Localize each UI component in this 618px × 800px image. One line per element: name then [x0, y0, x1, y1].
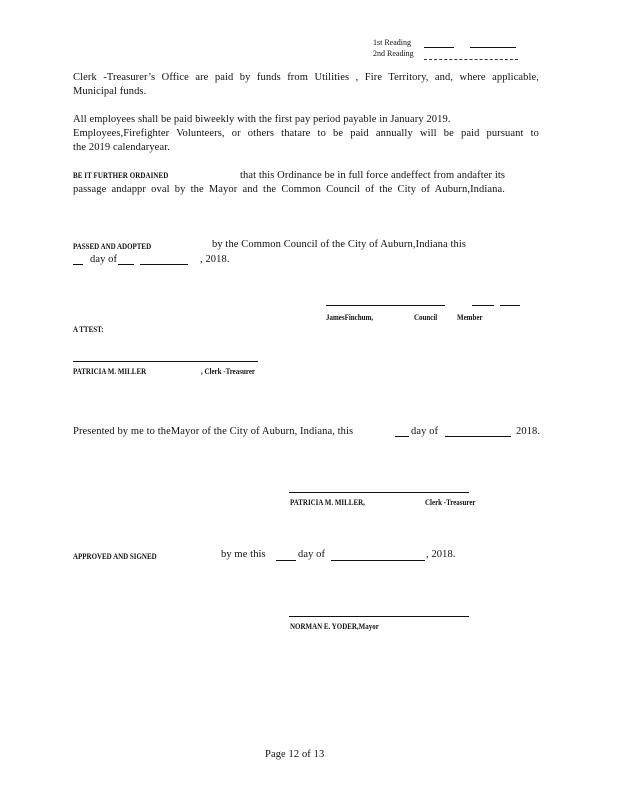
mayor-signer-name: NORMAN E. YODER,Mayor: [290, 621, 379, 631]
ordained-text-2: passage andappr oval by the Mayor and the Common Council of the City of Auburn,Indiana.: [73, 184, 505, 195]
council-signer-title-1: Council: [414, 312, 438, 322]
employees-paragraph-text-2: Employees,Firefighter Volunteers, or others thatare to be paid annually will be paid pursuant to: [73, 128, 539, 139]
ordained-bold: BE IT FURTHER ORDAINED: [73, 170, 169, 180]
attest-signature-line: [73, 361, 258, 362]
presented-year: 2018.: [516, 426, 541, 437]
passed-adopted-text: by the Common Council of the City of Auburn,Indiana this: [212, 239, 467, 250]
approved-year: , 2018.: [426, 549, 456, 560]
council-signature-line-2: [472, 305, 494, 306]
clerk-paragraph-text-1: Clerk -Treasurer’s Office are paid by funds from Utilities , Fire Territory, and, where applicable,: [73, 72, 539, 83]
council-signer-name: JamesFinchum,: [326, 312, 374, 322]
council-signer-title-2: Member: [457, 312, 483, 322]
approved-month-blank: [331, 560, 425, 561]
presented-month-blank: [445, 436, 511, 437]
employees-paragraph-line-1: All employees shall be paid biweekly with the first pay period payable in January 2019.: [73, 114, 451, 125]
employees-paragraph-line-3: the 2019 calendaryear.: [73, 142, 170, 153]
second-reading-blank: [424, 59, 518, 60]
attest-signer-title: , Clerk -Treasurer: [201, 366, 256, 376]
approved-day-of: day of: [298, 549, 326, 560]
clerk-paragraph-line-2: Municipal funds.: [73, 86, 147, 97]
passed-month-blank-1: [118, 264, 134, 265]
clerk-signer-title: Clerk -Treasurer: [425, 497, 476, 507]
first-reading-label: 1st Reading: [373, 38, 411, 47]
first-reading-blank-2: [470, 47, 516, 48]
presented-day-blank: [395, 436, 409, 437]
passed-day-blank: [73, 264, 83, 265]
approved-signed-bold: APPROVED AND SIGNED: [73, 551, 157, 561]
clerk-signer-name: PATRICIA M. MILLER,: [290, 497, 365, 507]
ordained-line-2: [73, 184, 505, 195]
employees-paragraph-line-2: [73, 128, 539, 139]
passed-day-of: day of: [90, 254, 118, 265]
presented-day-of: day of: [411, 426, 439, 437]
first-reading-blank-1: [424, 47, 454, 48]
attest-signer-name: PATRICIA M. MILLER: [73, 366, 147, 376]
passed-adopted-bold: PASSED AND ADOPTED: [73, 241, 152, 251]
passed-year: , 2018.: [200, 254, 230, 265]
ordained-line-1-rest: that this Ordinance be in full force andeffect from andafter its: [240, 170, 506, 181]
presented-text: Presented by me to theMayor of the City of Auburn, Indiana, this: [73, 426, 354, 437]
council-signature-line: [326, 305, 445, 306]
approved-day-blank: [276, 560, 296, 561]
mayor-signature-line: [289, 616, 469, 617]
council-signature-line-3: [500, 305, 520, 306]
clerk-signature-line: [289, 492, 469, 493]
approved-by-me: by me this: [221, 549, 266, 560]
attest-label: A TTEST:: [73, 324, 104, 334]
page-number: Page 12 of 13: [265, 749, 325, 760]
ordained-line-1: [73, 170, 223, 181]
clerk-paragraph-line-1: [73, 72, 539, 83]
passed-month-blank-2: [140, 264, 188, 265]
second-reading-label: 2nd Reading: [373, 49, 414, 58]
